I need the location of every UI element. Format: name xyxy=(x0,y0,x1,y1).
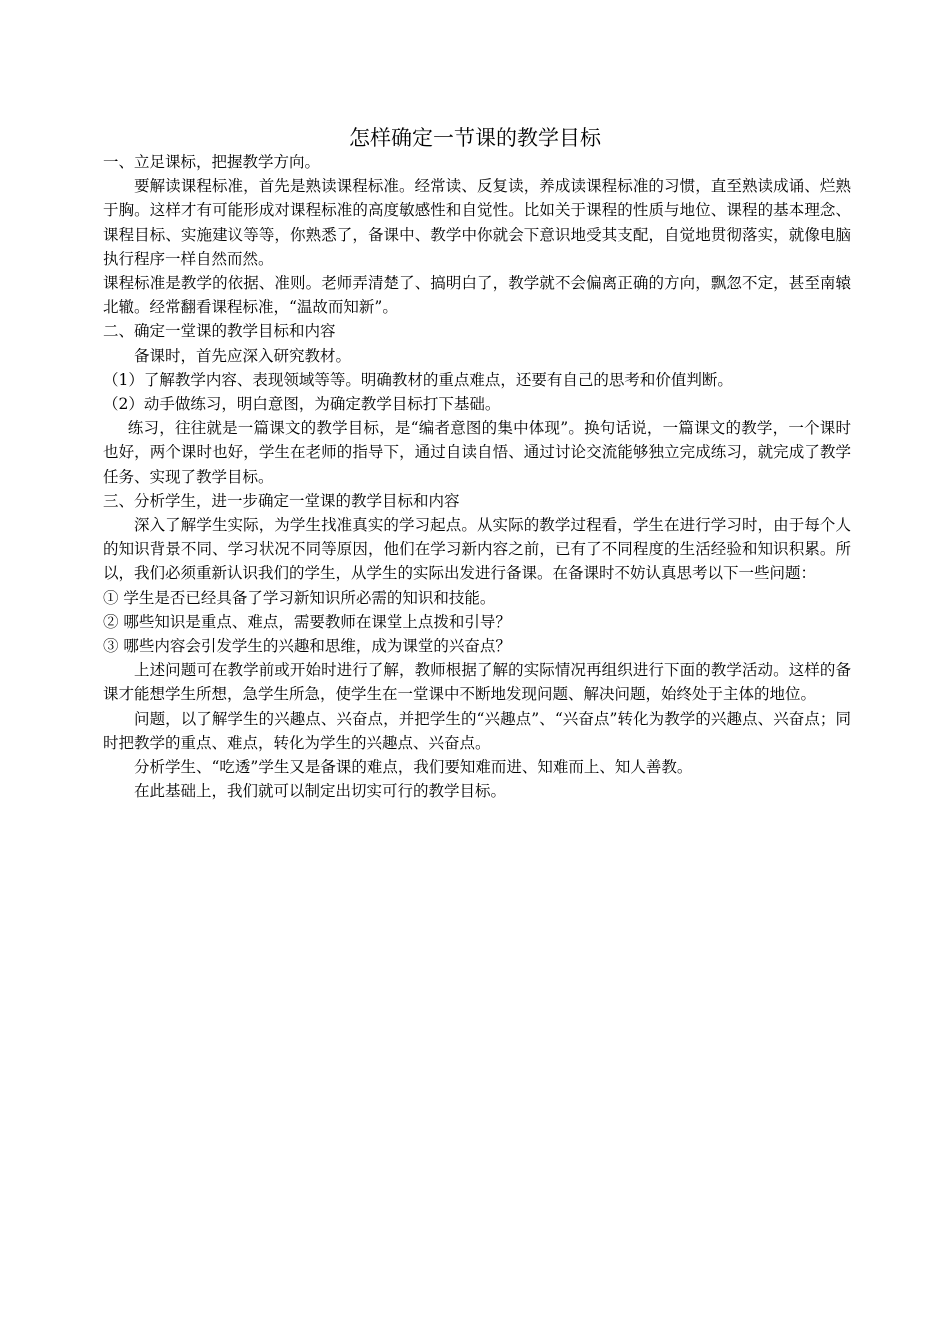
paragraph: 练习，往往就是一篇课文的教学目标，是“编者意图的集中体现”。换句话说，一篇课文的教学，一个课时也好，两个课时也好，学生在老师的指导下，通过自读自悟、通过讨论交流能够独立完成练习，就完成了教学任务、实现了教学目标。 xyxy=(103,419,851,486)
paragraph: 备课时，首先应深入研究教材。 xyxy=(134,346,352,365)
list-item: ① 学生是否已经具备了学习新知识所必需的知识和技能。 xyxy=(103,588,496,607)
paragraph: 问题，以了解学生的兴趣点、兴奋点，并把学生的“兴趣点”、“兴奋点”转化为教学的兴趣点、兴奋点；同时把教学的重点、难点，转化为学生的兴趣点、兴奋点。 xyxy=(103,709,851,752)
section-heading-2: 二、确定一堂课的教学目标和内容 xyxy=(103,322,336,341)
document-title: 怎样确定一节课的教学目标 xyxy=(349,126,601,150)
section-heading-1: 一、立足课标，把握教学方向。 xyxy=(103,153,321,171)
list-item: ② 哪些知识是重点、难点，需要教师在课堂上点拨和引导？ xyxy=(103,612,511,631)
paragraph: 深入了解学生实际，为学生找准真实的学习起点。从实际的教学过程看，学生在进行学习时，由于每个人的知识背景不同、学习状况不同等原因，他们在学习新内容之前，已有了不同程度的生活经验和知识积累。所以，我们必须重新认识我们的学生，从学生的实际出发进行备课。在备课时不妨认真思考以下一些问题： xyxy=(103,516,851,583)
paragraph: 课程标准是教学的依据、准则。老师弄清楚了、搞明白了，教学就不会偏离正确的方向，飘忽不定，甚至南辕北辙。经常翻看课程标准，“温故而知新”。 xyxy=(103,274,851,317)
document-body xyxy=(103,150,851,803)
list-item: （1）了解教学内容、表现领域等等。明确教材的重点难点，还要有自己的思考和价值判断。 xyxy=(103,370,733,389)
list-item: ③ 哪些内容会引发学生的兴趣和思维，成为课堂的兴奋点？ xyxy=(103,637,511,656)
paragraph: 在此基础上，我们就可以制定出切实可行的教学目标。 xyxy=(134,782,507,801)
section-heading-3: 三、分析学生，进一步确定一堂课的教学目标和内容 xyxy=(103,491,460,510)
paragraph: 分析学生、“吃透”学生又是备课的难点，我们要知难而进、知难而上、知人善教。 xyxy=(134,758,693,777)
list-item: （2）动手做练习，明白意图，为确定教学目标打下基础。 xyxy=(103,395,501,414)
paragraph: 要解读课程标准，首先是熟读课程标准。经常读、反复读，养成读课程标准的习惯，直至熟读成诵、烂熟于胸。这样才有可能形成对课程标准的高度敏感性和自觉性。比如关于课程的性质与地位、课程的基本理念、课程目标、实施建议等等，你熟悉了，备课中、教学中你就会下意识地受其支配，自觉地贯彻落实，就像电脑执行程序一样自然而然。 xyxy=(103,177,851,268)
paragraph: 上述问题可在教学前或开始时进行了解，教师根据了解的实际情况再组织进行下面的教学活动。这样的备课才能想学生所想，急学生所急，使学生在一堂课中不断地发现问题、解决问题，始终处于主体的地位。 xyxy=(103,661,851,704)
